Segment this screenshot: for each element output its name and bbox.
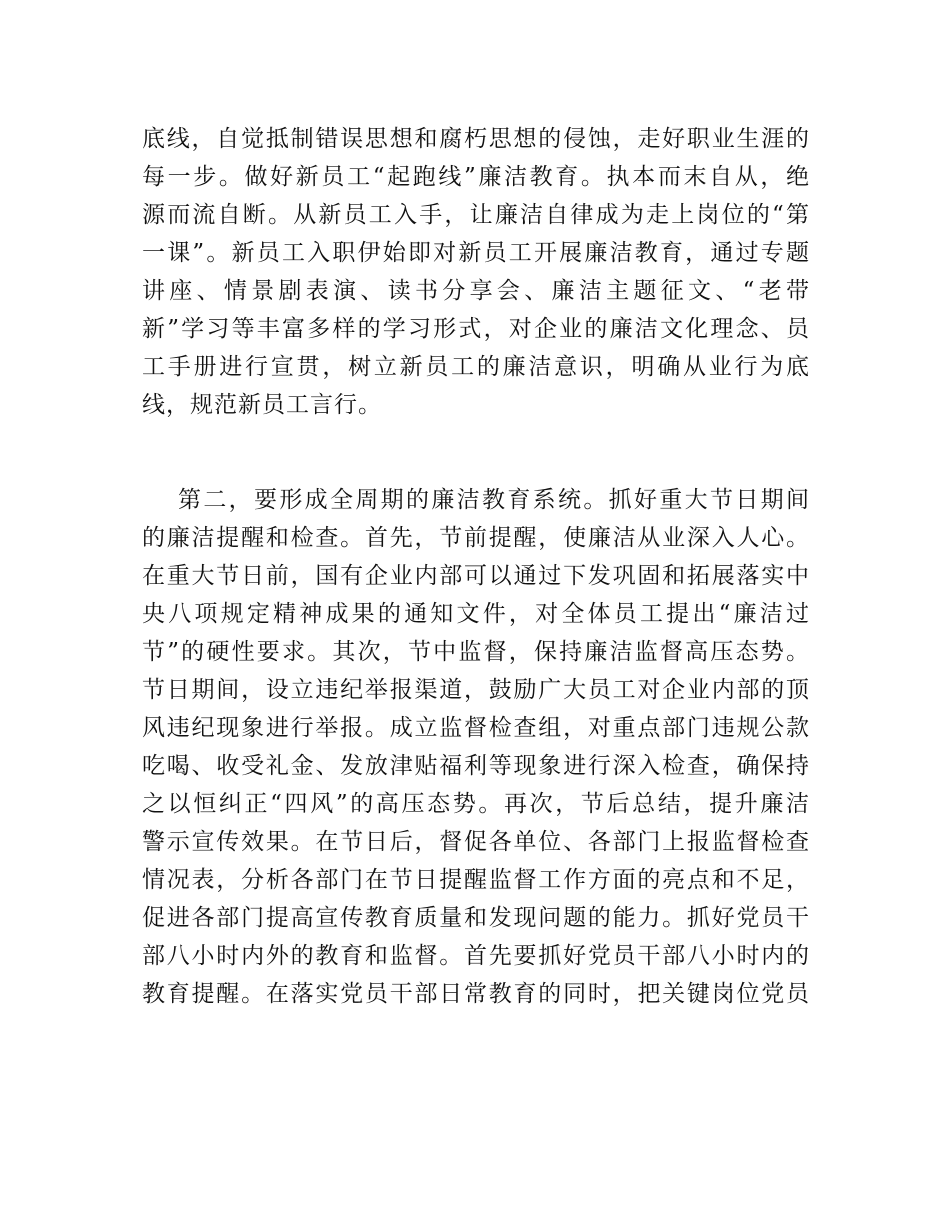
paragraph-line: 节”的硬性要求。其次，节中监督，保持廉洁监督高压态势。: [142, 639, 810, 665]
paragraph-line: 新”学习等丰富多样的学习形式，对企业的廉洁文化理念、员: [142, 316, 810, 342]
paragraph-line: 教育提醒。在落实党员干部日常教育的同时，把关键岗位党员: [142, 981, 810, 1007]
paragraph-line: 每一步。做好新员工“起跑线”廉洁教育。执本而末自从，绝: [142, 164, 810, 190]
paragraph-line: 讲座、情景剧表演、读书分享会、廉洁主题征文、“老带: [142, 278, 810, 304]
paragraph-line: 第二，要形成全周期的廉洁教育系统。抓好重大节日期间: [178, 487, 810, 513]
paragraph-line: 吃喝、收受礼金、发放津贴福利等现象进行深入检查，确保持: [142, 753, 810, 779]
paragraph-line: 风违纪现象进行举报。成立监督检查组，对重点部门违规公款: [142, 715, 810, 741]
paragraph-line: 源而流自断。从新员工入手，让廉洁自律成为走上岗位的“第: [142, 202, 810, 228]
paragraph-line: 工手册进行宣贯，树立新员工的廉洁意识，明确从业行为底: [142, 354, 810, 380]
paragraph-line: 央八项规定精神成果的通知文件，对全体员工提出“廉洁过: [142, 601, 810, 627]
paragraph-line: 警示宣传效果。在节日后，督促各单位、各部门上报监督检查: [142, 829, 810, 855]
paragraph-line: 的廉洁提醒和检查。首先，节前提醒，使廉洁从业深入人心。: [142, 525, 810, 551]
paragraph-line: 一课”。新员工入职伊始即对新员工开展廉洁教育，通过专题: [142, 240, 810, 266]
paragraph-line: 在重大节日前，国有企业内部可以通过下发巩固和拓展落实中: [142, 563, 810, 589]
paragraph-2: [142, 481, 810, 1013]
paragraph-line: 底线，自觉抵制错误思想和腐朽思想的侵蚀，走好职业生涯的: [142, 126, 810, 152]
paragraph-line: 部八小时内外的教育和监督。首先要抓好党员干部八小时内的: [142, 943, 810, 969]
paragraph-1: [142, 120, 810, 424]
paragraph-line: 线，规范新员工言行。: [142, 392, 382, 418]
paragraph-line: 情况表，分析各部门在节日提醒监督工作方面的亮点和不足，: [142, 867, 810, 893]
paragraph-line: 促进各部门提高宣传教育质量和发现问题的能力。抓好党员干: [142, 905, 810, 931]
paragraph-line: 节日期间，设立违纪举报渠道，鼓励广大员工对企业内部的顶: [142, 677, 810, 703]
paragraph-line: 之以恒纠正“四风”的高压态势。再次，节后总结，提升廉洁: [142, 791, 810, 817]
